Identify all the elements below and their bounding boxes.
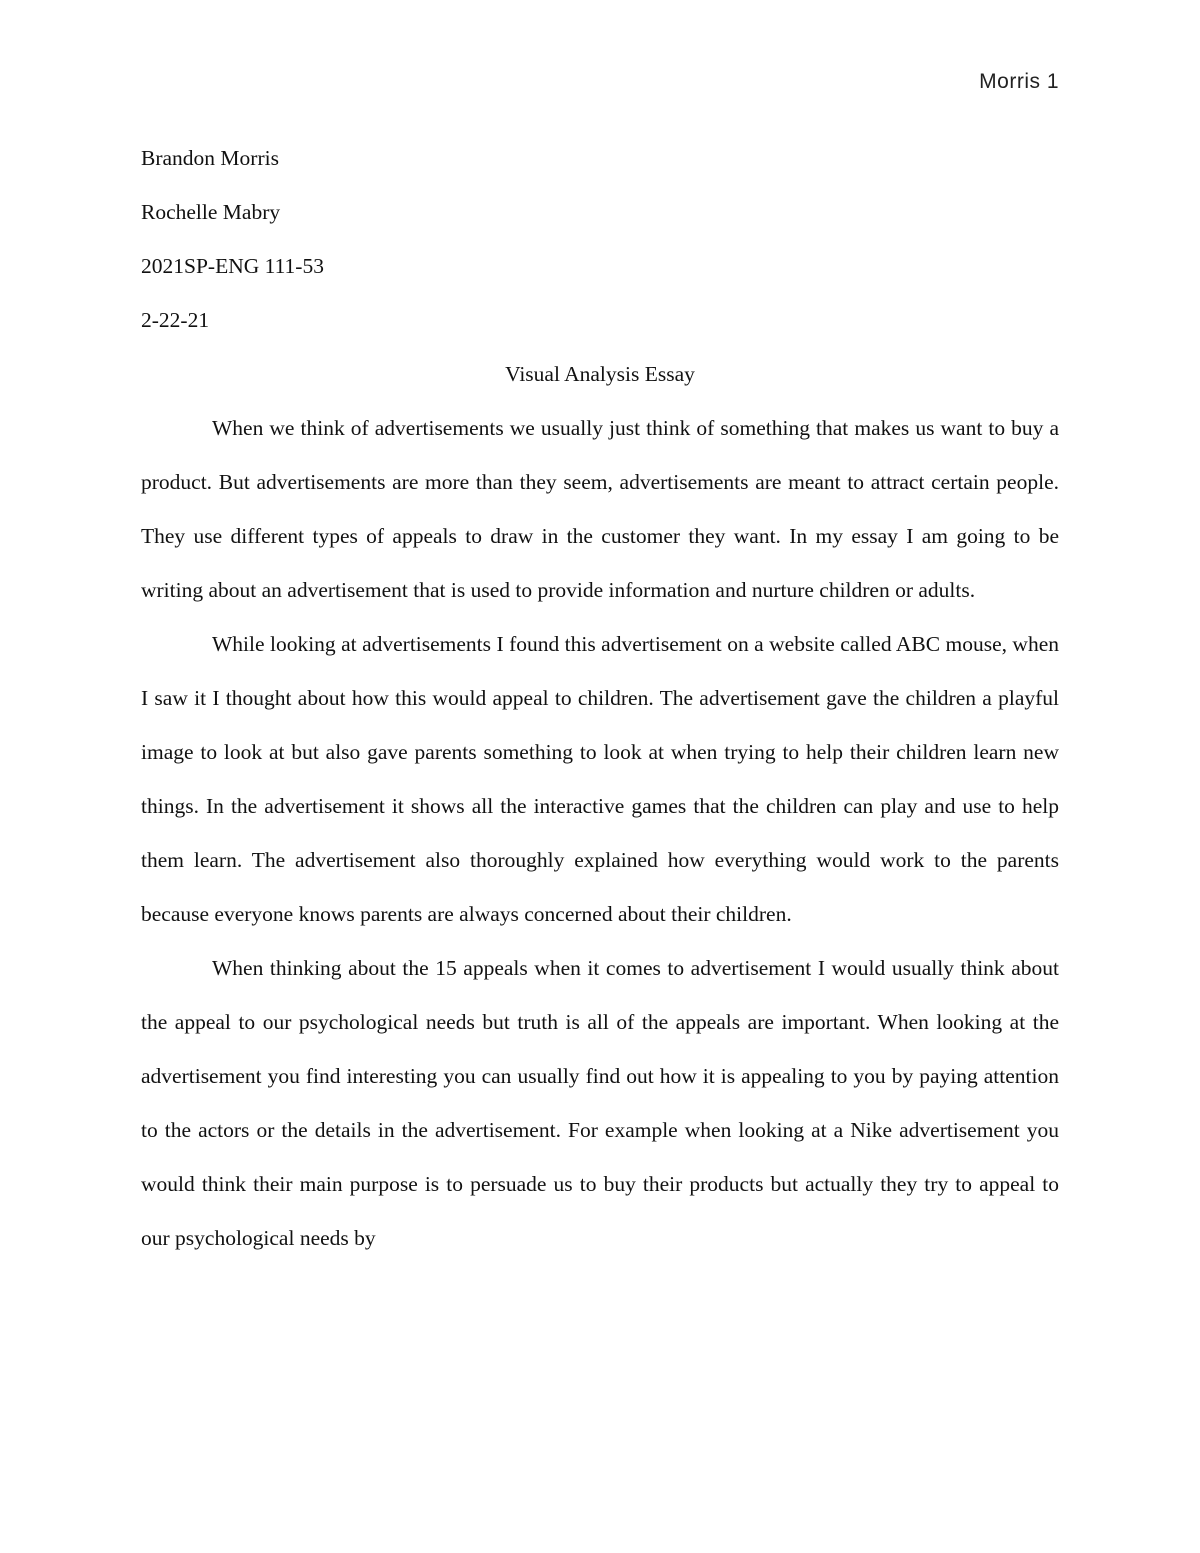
instructor-name: Rochelle Mabry — [141, 200, 281, 224]
essay-body — [141, 131, 1059, 1265]
paragraph-1: When we think of advertisements we usually just think of something that makes us want to buy a product. But advertisements are more than they seem, advertisements are meant to attract certain people. They use different types of appeals to draw in the customer they want. In my essay I am going to be writing about an advertisement that is used to provide information and nurture children or adults. — [141, 416, 1059, 602]
essay-date: 2-22-21 — [141, 308, 210, 332]
student-name: Brandon Morris — [141, 146, 279, 170]
paragraph-3: When thinking about the 15 appeals when it comes to advertisement I would usually think about the appeal to our psychological needs but truth is all of the appeals are important. When looking at the advertisement you find interesting you can usually find out how it is appealing to you by paying attention to the actors or the details in the advertisement. For example when looking at a Nike advertisement you would think their main purpose is to persuade us to buy their products but actually they try to appeal to our psychological needs by — [141, 956, 1059, 1250]
paragraph-2: While looking at advertisements I found this advertisement on a website called ABC mouse, when I saw it I thought about how this would appeal to children. The advertisement gave the children a playful image to look at but also gave parents something to look at when trying to help their children learn new things. In the advertisement it shows all the interactive games that the children can play and use to help them learn. The advertisement also thoroughly explained how everything would work to the parents because everyone knows parents are always concerned about their children. — [141, 632, 1059, 926]
essay-title: Visual Analysis Essay — [505, 362, 695, 386]
running-head-page-number: Morris 1 — [979, 70, 1059, 93]
course-code: 2021SP-ENG 111-53 — [141, 254, 324, 278]
